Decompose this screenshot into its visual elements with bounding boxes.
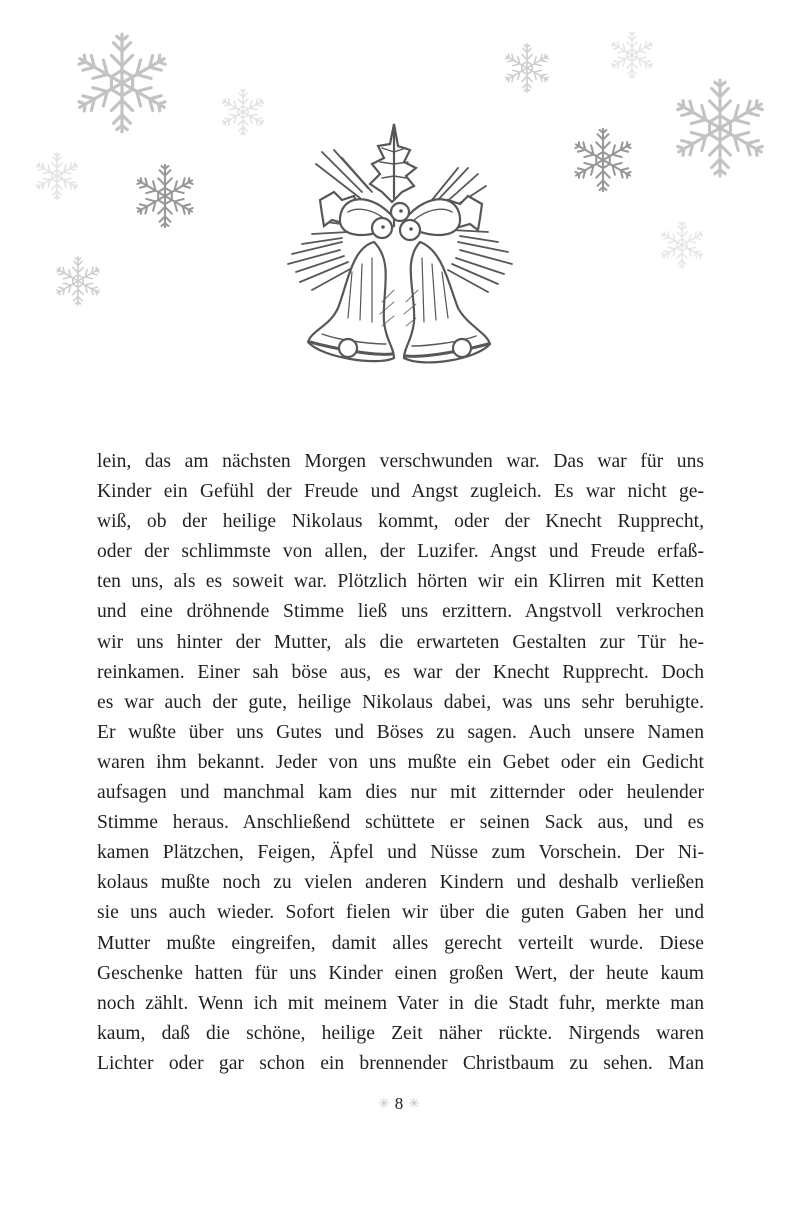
star-ornament-right-icon: ✳ — [408, 1097, 420, 1112]
body-text — [97, 447, 704, 1079]
text-line: sie uns auch wieder. Sofort fielen wir über die guten Gaben her und — [97, 902, 704, 924]
text-line: ten uns, als es soweit war. Plötzlich hörten wir ein Klirren mit Ketten — [97, 571, 704, 593]
page-footer — [0, 1094, 798, 1114]
text-line: und eine dröhnende Stimme ließ uns erzittern. Angstvoll verkrochen — [97, 601, 704, 623]
text-line: wir uns hinter der Mutter, als die erwarteten Gestalten zur Tür he- — [97, 631, 704, 653]
snowflake-icon — [32, 151, 82, 201]
text-line: Er wußte über uns Gutes und Böses zu sagen. Auch unsere Namen — [97, 721, 704, 743]
star-ornament-left-icon: ✳ — [378, 1097, 390, 1112]
snowflake-icon — [69, 30, 175, 136]
snowflake-icon — [569, 126, 637, 194]
text-line: reinkamen. Einer sah böse aus, es war der Knecht Rupprecht. Doch — [97, 661, 704, 683]
text-line: kolaus mußte noch zu vielen anderen Kindern und deshalb verließen — [97, 872, 704, 894]
text-line: noch zählt. Wenn ich mit meinem Vater in die Stadt fuhr, merkte man — [97, 992, 704, 1014]
snowflake-icon — [501, 42, 553, 94]
page-number: 8 — [394, 1094, 404, 1113]
text-line: kaum, daß die schöne, heilige Zeit näher rückte. Nirgends waren — [97, 1022, 704, 1044]
snowflake-icon — [657, 220, 707, 270]
snowflake-icon — [218, 87, 268, 137]
text-line: waren ihm bekannt. Jeder von uns mußte ein Gebet oder ein Gedicht — [97, 751, 704, 773]
text-line: Mutter mußte eingreifen, damit alles gerecht verteilt wurde. Diese — [97, 932, 704, 954]
snowflake-icon — [131, 162, 199, 230]
christmas-bells-with-holly-icon — [282, 122, 518, 374]
text-line: Kinder ein Gefühl der Freude und Angst zugleich. Es war nicht ge- — [97, 481, 704, 503]
snowflake-icon — [668, 76, 772, 180]
text-line: es war auch der gute, heilige Nikolaus dabei, was uns sehr beruhigte. — [97, 691, 704, 713]
text-line: Stimme heraus. Anschließend schüttete er seinen Sack aus, und es — [97, 812, 704, 834]
text-line: Geschenke hatten für uns Kinder einen großen Wert, der heute kaum — [97, 962, 704, 984]
christmas-bells-illustration — [282, 122, 518, 374]
snowflake-icon — [52, 255, 104, 307]
text-line: Lichter oder gar schon ein brennender Christbaum zu sehen. Man — [97, 1052, 704, 1074]
text-line: lein, das am nächsten Morgen verschwunden war. Das war für uns — [97, 451, 704, 472]
text-line: aufsagen und manchmal kam dies nur mit zitternder oder heulender — [97, 782, 704, 804]
snowflake-icon — [607, 30, 657, 80]
text-line: wiß, ob der heilige Nikolaus kommt, oder der Knecht Rupprecht, — [97, 511, 704, 533]
text-line: oder der schlimmste von allen, der Luzifer. Angst und Freude erfaß- — [97, 541, 704, 563]
text-line: kamen Plätzchen, Feigen, Äpfel und Nüsse zum Vorschein. Der Ni- — [97, 842, 704, 864]
